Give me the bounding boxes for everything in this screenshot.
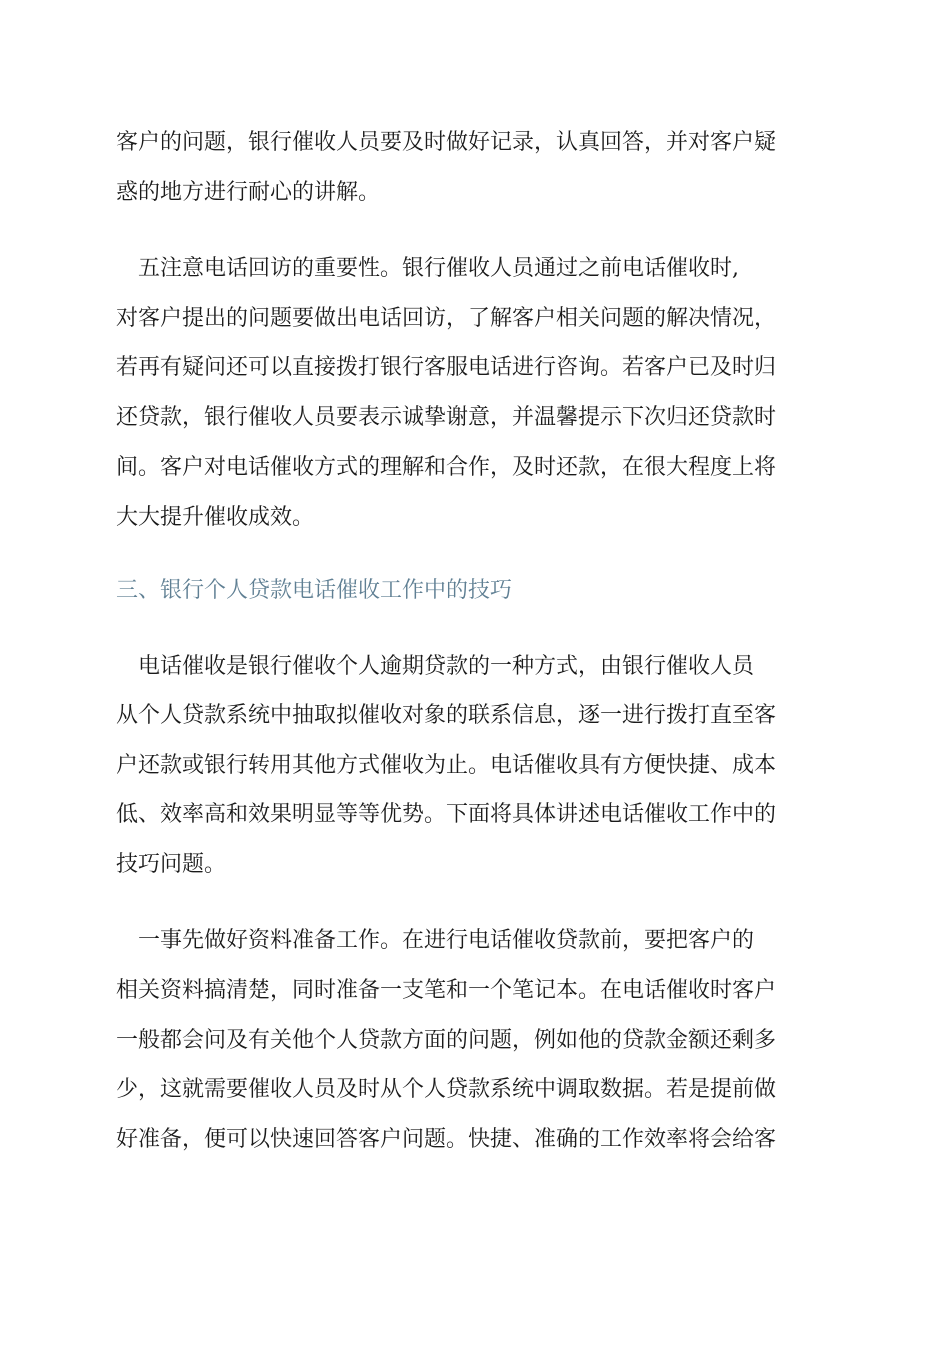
paragraph-line: 少，这就需要催收人员及时从个人贷款系统中调取数据。若是提前做: [116, 1077, 777, 1102]
paragraph-line: 大大提升催收成效。: [116, 505, 315, 530]
paragraph-line: 一般都会问及有关他个人贷款方面的问题，例如他的贷款金额还剩多: [116, 1028, 777, 1053]
paragraph-line: 间。客户对电话催收方式的理解和合作，及时还款，在很大程度上将: [116, 455, 777, 480]
paragraph-line: 一事先做好资料准备工作。在进行电话催收贷款前，要把客户的: [116, 928, 755, 953]
paragraph-line: 五注意电话回访的重要性。银行催收人员通过之前电话催收时,: [116, 256, 739, 281]
paragraph-line: 对客户提出的问题要做出电话回访，了解客户相关问题的解决情况，: [116, 306, 777, 331]
paragraph-line: 低、效率高和效果明显等等优势。下面将具体讲述电话催收工作中的: [116, 802, 777, 827]
paragraph-line: 相关资料搞清楚，同时准备一支笔和一个笔记本。在电话催收时客户: [116, 978, 777, 1003]
paragraph-line: 还贷款，银行催收人员要表示诚挚谢意，并温馨提示下次归还贷款时: [116, 405, 777, 430]
paragraph-line: 从个人贷款系统中抽取拟催收对象的联系信息，逐一进行拨打直至客: [116, 703, 777, 728]
paragraph-line: 技巧问题。: [116, 852, 227, 877]
paragraph-line: 户还款或银行转用其他方式催收为止。电话催收具有方便快捷、成本: [116, 753, 777, 778]
paragraph-line: 好准备，便可以快速回答客户问题。快捷、准确的工作效率将会给客: [116, 1127, 777, 1152]
paragraph-line: 电话催收是银行催收个人逾期贷款的一种方式，由银行催收人员: [116, 654, 755, 679]
section-heading: 三、银行个人贷款电话催收工作中的技巧: [116, 578, 513, 603]
paragraph-line: 客户的问题，银行催收人员要及时做好记录，认真回答，并对客户疑: [116, 130, 777, 155]
paragraph-line: 惑的地方进行耐心的讲解。: [116, 180, 381, 205]
paragraph-line: 若再有疑问还可以直接拨打银行客服电话进行咨询。若客户已及时归: [116, 355, 777, 380]
